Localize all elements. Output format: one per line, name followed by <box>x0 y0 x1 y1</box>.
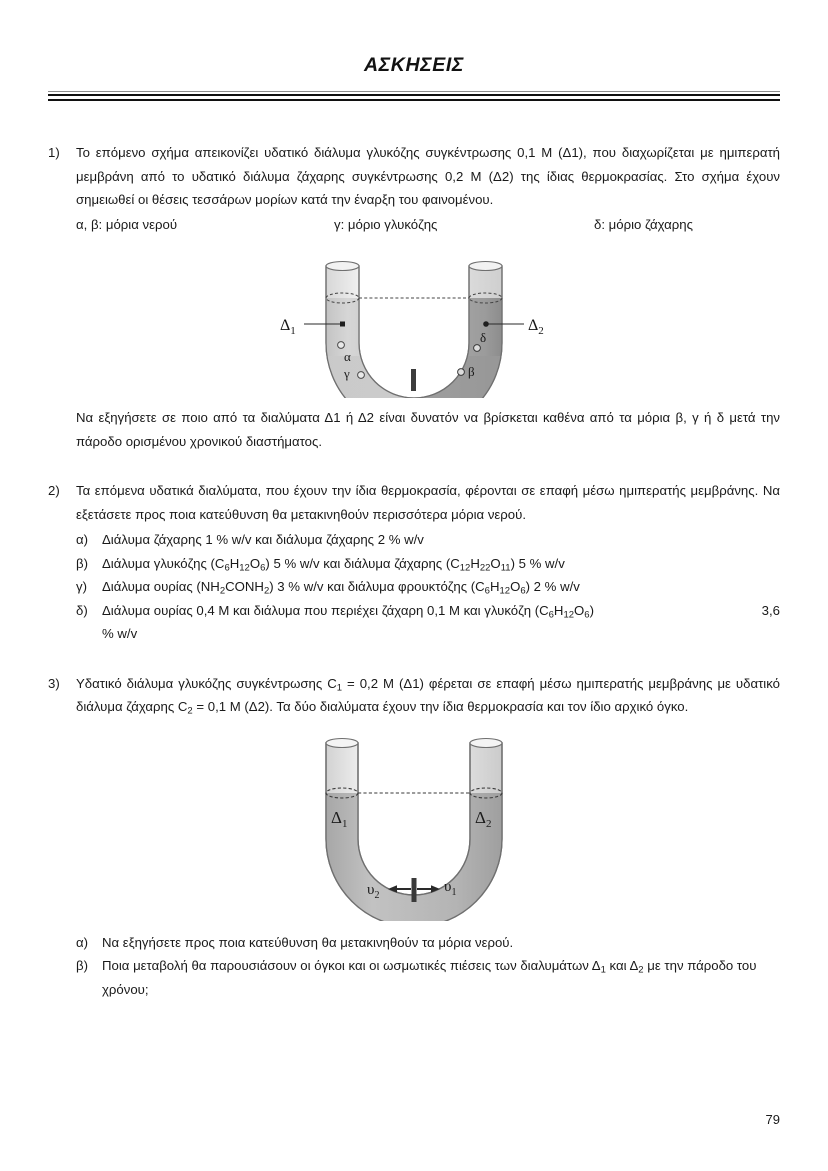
legend-sugar-molecule: δ: μόριο ζάχαρης <box>594 216 693 232</box>
page-number: 79 <box>765 1112 780 1127</box>
figure-1-molecule-beta-label: β <box>468 364 475 379</box>
figure-1-molecule-gamma-label: γ <box>344 366 350 381</box>
question-1-tail-text: Να εξηγήσετε σε ποιο από τα διαλύματα Δ1 ή Δ2 είναι δυνατόν να βρίσκεται καθένα από τα μόρια β, γ ή δ μετά την πάροδο ορισμένου χρονικού διαστήματος. <box>76 410 780 449</box>
question-3-number: 3) <box>48 675 60 691</box>
question-2-sub-letter-d: δ) <box>76 602 88 618</box>
question-3-text: Υδατικό διάλυμα γλυκόζης συγκέντρωσης $C_1 = 0,2$ Μ (Δ1) φέρεται σε επαφή μέσω ημιπερατής μεμβράνης με υδατικό διάλυμα ζάχαρης $C_2 = 0,1$ Μ (Δ2). Τα δύο διαλύματα έχουν την ίδια θερμοκρασία και τον ίδιο αρχικό όγκο. <box>76 675 780 717</box>
question-3-sub-letter-a: α) <box>76 934 89 950</box>
question-1-legend <box>48 213 780 237</box>
gap-q1-q2 <box>48 453 780 479</box>
figure-1-utube-diagram <box>264 248 564 398</box>
question-1-tail-wrapper <box>48 406 780 453</box>
question-2-text: Τα επόμενα υδατικά διαλύματα, που έχουν την ίδια θερμοκρασία, φέρονται σε επαφή μέσω ημιπερατής μεμβράνης. Να εξετάσετε προς ποια κατεύθυνση θα μετακινηθούν περισσότερα μόρια νερού. <box>76 483 780 522</box>
figure-2-delta2-label: $\Delta_2$ <box>475 807 492 830</box>
figure-1-left-rim <box>326 262 359 271</box>
figure-1-wrapper <box>48 248 780 398</box>
question-1-number: 1) <box>48 145 60 160</box>
figure-1-molecule-beta-dot <box>458 369 465 376</box>
question-2-sub-item-b <box>76 552 780 576</box>
figure-1-molecule-alpha-label: α <box>344 349 351 364</box>
question-3 <box>48 672 780 719</box>
question-3-sub-text-a: Να εξηγήσετε προς ποια κατεύθυνση θα μετακινηθούν τα μόρια νερού. <box>102 934 514 950</box>
question-2-sub-text-a: Διάλυμα ζάχαρης 1 % w/v και διάλυμα ζάχαρης 2 % w/v <box>102 532 424 547</box>
figure-2-velocity-1-label: $\upsilon_1$ <box>444 878 457 898</box>
figure-1-delta1-marker <box>340 322 345 327</box>
figure-1-delta2-label: $\Delta_2$ <box>528 317 544 337</box>
legend-glucose-molecule: γ: μόριο γλυκόζης <box>334 216 438 232</box>
question-3-sub-letter-b: β) <box>76 958 88 973</box>
figure-1-delta1-label: $\Delta_1$ <box>280 317 296 337</box>
question-2-sub-text-d <box>102 599 780 646</box>
question-2 <box>48 479 780 526</box>
figure-2-velocity-2-label: $\upsilon_2$ <box>367 881 380 901</box>
legend-water-molecules: α, β: μόρια νερού <box>76 216 178 232</box>
question-2-sub-item-d <box>76 599 780 646</box>
question-3-sub-list <box>76 931 780 1002</box>
question-1 <box>48 141 780 212</box>
figure-1-molecule-gamma-dot <box>358 372 365 379</box>
question-2-number: 2) <box>48 483 60 498</box>
question-3-sub-item-b <box>76 954 780 1001</box>
question-2-sub-d-trailing-number: 3,6 <box>761 602 780 618</box>
question-2-sub-d-continuation: % w/v <box>102 626 138 641</box>
figure-1-molecule-delta-label: δ <box>480 330 487 345</box>
figure-2-membrane <box>412 878 417 902</box>
question-3-sub-item-a <box>76 931 780 955</box>
question-3-sub-text-b: Ποια μεταβολή θα παρουσιάσουν οι όγκοι και οι ωσμωτικές πιέσεις των διαλυμάτων $\Delta_1$ και $\Delta_2$ με την πάροδο του χρόνου; <box>102 958 757 997</box>
question-2-sub-letter-b: β) <box>76 555 88 571</box>
question-2-sub-d-body: Διάλυμα ουρίας 0,4 Μ και διάλυμα που περιέχει ζάχαρη 0,1 Μ και γλυκόζη $(C_6H_{12}O_6)$ <box>102 602 594 620</box>
question-2-sub-letter-a: α) <box>76 532 89 547</box>
question-2-sub-item-a <box>76 528 780 552</box>
figure-2-utube-diagram <box>284 731 544 921</box>
question-2-sub-text-b: Διάλυμα γλυκόζης $(C_6H_{12}O_6)$ 5 % w/v και διάλυμα ζάχαρης $(C_{12}H_{22}O_{11})$ 5 % w/v <box>102 555 565 573</box>
figure-2-right-rim <box>470 738 502 747</box>
question-2-sub-letter-c: γ) <box>76 579 87 594</box>
document-content <box>48 101 780 1001</box>
figure-1-right-rim <box>469 262 502 271</box>
figure-1-delta2-marker <box>483 321 489 327</box>
page-title: ΑΣΚΗΣΕΙΣ <box>363 54 464 76</box>
figure-2-wrapper <box>48 731 780 921</box>
figure-1-molecule-delta-dot <box>474 345 481 352</box>
question-2-sub-item-c <box>76 575 780 599</box>
question-2-sub-list <box>76 528 780 646</box>
question-1-text: Το επόμενο σχήμα απεικονίζει υδατικό διάλυμα γλυκόζης συγκέντρωσης 0,1 Μ (Δ1), που διαχωρίζεται με ημιπερατή μεμβράνη από το υδατικό διάλυμα ζάχαρης συγκέντρωσης 0,2 Μ (Δ2) της ίδιας θερμοκρασίας. Στο σχήμα έχουν σημειωθεί οι θέσεις τεσσάρων μορίων κατά την έναρξη του φαινομένου. <box>76 145 780 207</box>
gap-q2-q3 <box>48 646 780 672</box>
header-divider <box>48 91 780 101</box>
figure-1-membrane <box>411 369 416 391</box>
figure-2-left-rim <box>326 738 358 747</box>
figure-1-molecule-alpha-dot <box>338 342 345 349</box>
question-2-sub-text-c: Διάλυμα ουρίας $(NH_2CONH_2)$ 3 % w/v και διάλυμα φρουκτόζης $(C_6H_{12}O_6)$ 2 % w/v <box>102 579 580 597</box>
figure-2-delta1-label: $\Delta_1$ <box>331 807 348 830</box>
